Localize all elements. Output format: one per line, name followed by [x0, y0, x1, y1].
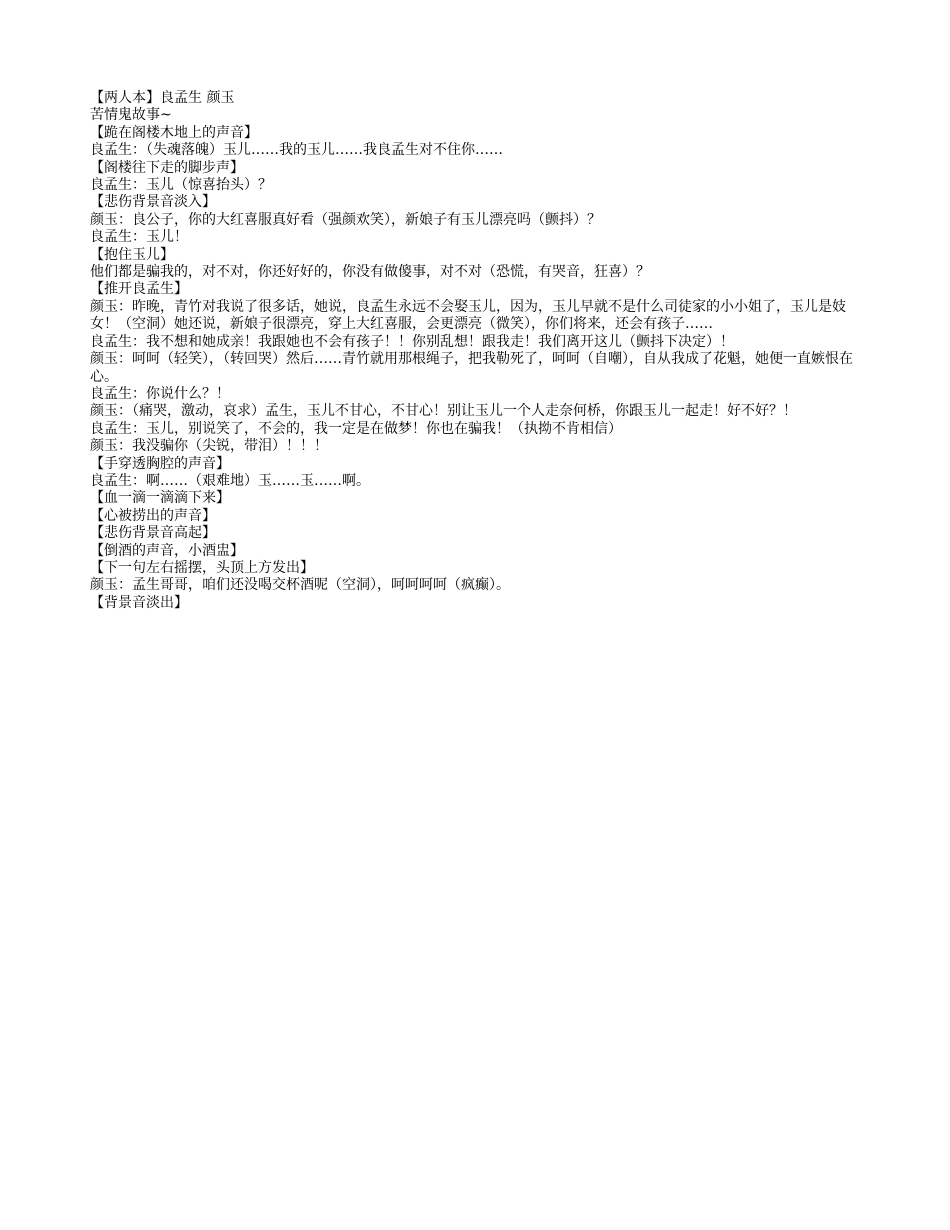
sound-cue: 【心被捞出的声音】	[90, 507, 216, 524]
script-subtitle: 苦情鬼故事~	[90, 107, 172, 124]
action-cue: 【抱住玉儿】	[90, 246, 174, 263]
document-body	[90, 90, 870, 612]
sound-cue: 【手穿透胸腔的声音】	[90, 455, 230, 472]
dialogue-line: 颜玉：昨晚，青竹对我说了很多话，她说，良孟生永远不会娶玉儿，因为，玉儿早就不是什么司徒家的小小姐了，玉儿是妓女！（空洞）她还说，新娘子很漂亮，穿上大红喜服，会更漂亮（微笑），你们将来，还会有孩子……	[90, 298, 846, 333]
dialogue-line: 良孟生：玉儿，别说笑了，不会的，我一定是在做梦！你也在骗我！（执拗不肯相信）	[90, 420, 622, 437]
dialogue-line: 颜玉：（痛哭，激动，哀求）孟生，玉儿不甘心，不甘心！别让玉儿一个人走奈何桥，你跟玉儿一起走！好不好？！	[90, 403, 797, 420]
dialogue-line: 良孟生：你说什么？！	[90, 385, 230, 402]
script-title: 【两人本】良孟生 颜玉	[90, 90, 235, 106]
dialogue-line: 良孟生：玉儿！	[90, 229, 188, 246]
action-cue: 【推开良孟生】	[90, 281, 188, 298]
sound-cue: 【背景音淡出】	[90, 594, 188, 611]
sound-cue: 【下一句左右摇摆，头顶上方发出】	[90, 559, 314, 576]
dialogue-line: 颜玉：我没骗你（尖锐，带泪）！！！	[90, 438, 328, 455]
dialogue-line: 良孟生：（失魂落魄）玉儿……我的玉儿……我良孟生对不住你……	[90, 142, 503, 159]
sound-cue: 【悲伤背景音高起】	[90, 525, 216, 542]
sound-cue: 【跪在阁楼木地上的声音】	[90, 124, 258, 141]
dialogue-line: 良孟生：我不想和她成亲！我跟她也不会有孩子！！你别乱想！跟我走！我们离开这儿（颤抖下决定）！	[90, 333, 734, 350]
dialogue-line: 良孟生：啊……（艰难地）玉……玉……啊。	[90, 472, 370, 489]
dialogue-line: 颜玉：呵呵（轻笑），（转回哭）然后……青竹就用那根绳子，把我勒死了，呵呵（自嘲），自从我成了花魁，她便一直嫉恨在心。	[90, 351, 853, 385]
dialogue-line: 良孟生：玉儿（惊喜抬头）？	[90, 177, 272, 194]
dialogue-line: 颜玉：孟生哥哥，咱们还没喝交杯酒呢（空洞），呵呵呵呵（疯癫）。	[90, 577, 510, 594]
script-lines	[90, 125, 870, 612]
sound-cue: 【倒酒的声音，小酒盅】	[90, 542, 244, 559]
dialogue-line: 颜玉：良公子，你的大红喜服真好看（强颜欢笑），新娘子有玉儿漂亮吗（颤抖）？	[90, 211, 601, 228]
dialogue-line: 他们都是骗我的，对不对，你还好好的，你没有做傻事，对不对（恐慌，有哭音，狂喜）？	[90, 264, 650, 281]
sound-cue: 【悲伤背景音淡入】	[90, 194, 216, 211]
sound-cue: 【血一滴一滴滴下来】	[90, 490, 230, 507]
sound-cue: 【阁楼往下走的脚步声】	[90, 159, 244, 176]
